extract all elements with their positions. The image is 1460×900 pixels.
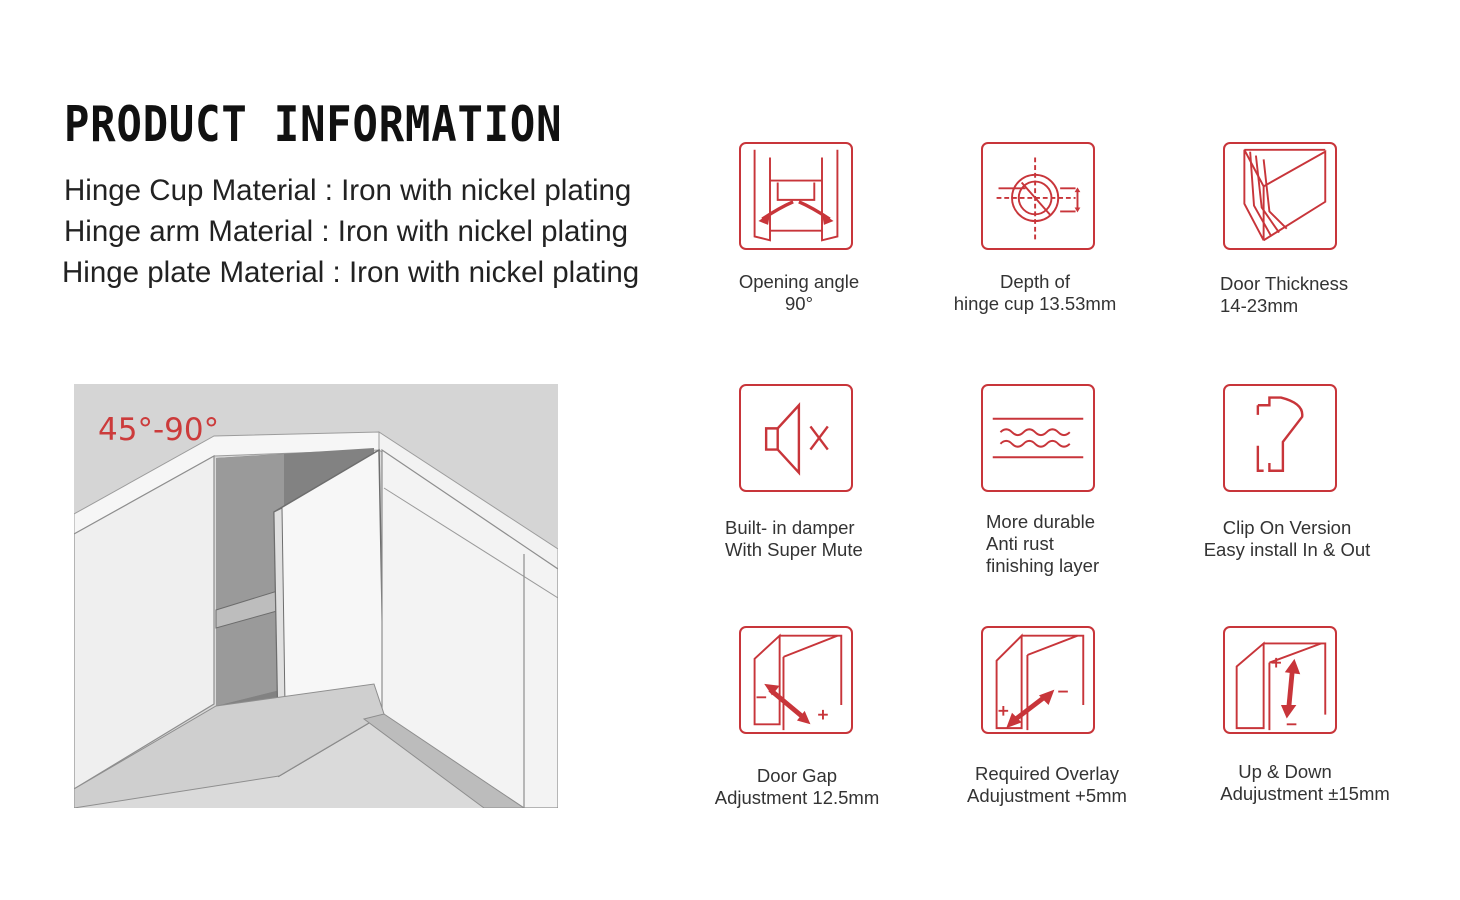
spec-hinge-cup: Hinge Cup Material : Iron with nickel plating [64, 174, 632, 207]
door-gap-caption: Door Gap Adjustment 12.5mm [714, 765, 880, 808]
hinge-cup-depth-icon [981, 142, 1095, 250]
overlay-adjust-icon [981, 626, 1095, 734]
mute-icon [739, 384, 853, 492]
corner-cabinet-illustration [74, 384, 558, 808]
hinge-cup-depth-caption: Depth of hinge cup 13.53mm [953, 271, 1117, 314]
door-gap-icon [739, 626, 853, 734]
clip-on-caption: Clip On Version Easy install In & Out [1203, 517, 1371, 560]
clip-on-icon [1223, 384, 1337, 492]
finishing-layer-icon [981, 384, 1095, 492]
spec-hinge-arm: Hinge arm Material : Iron with nickel plating [64, 215, 629, 248]
opening-angle-icon [739, 142, 853, 250]
up-down-adjust-icon [1223, 626, 1337, 734]
door-thickness-caption: Door Thickness 14-23mm [1220, 273, 1349, 316]
finishing-layer-caption: More durable Anti rust finishing layer [986, 511, 1100, 576]
spec-hinge-plate: Hinge plate Material : Iron with nickel plating [62, 256, 640, 289]
door-thickness-icon [1223, 142, 1337, 250]
up-down-adjust-caption: Up & Down Adujustment ±15mm [1220, 761, 1390, 804]
angle-range-label: 45°-90° [98, 412, 220, 448]
opening-angle-caption: Opening angle 90° [738, 271, 860, 314]
page-title: PRODUCT INFORMATION [64, 96, 563, 153]
spec-list [64, 170, 674, 293]
overlay-adjust-caption: Required Overlay Adujustment +5mm [967, 763, 1127, 806]
mute-caption: Built- in damper With Super Mute [725, 517, 863, 560]
